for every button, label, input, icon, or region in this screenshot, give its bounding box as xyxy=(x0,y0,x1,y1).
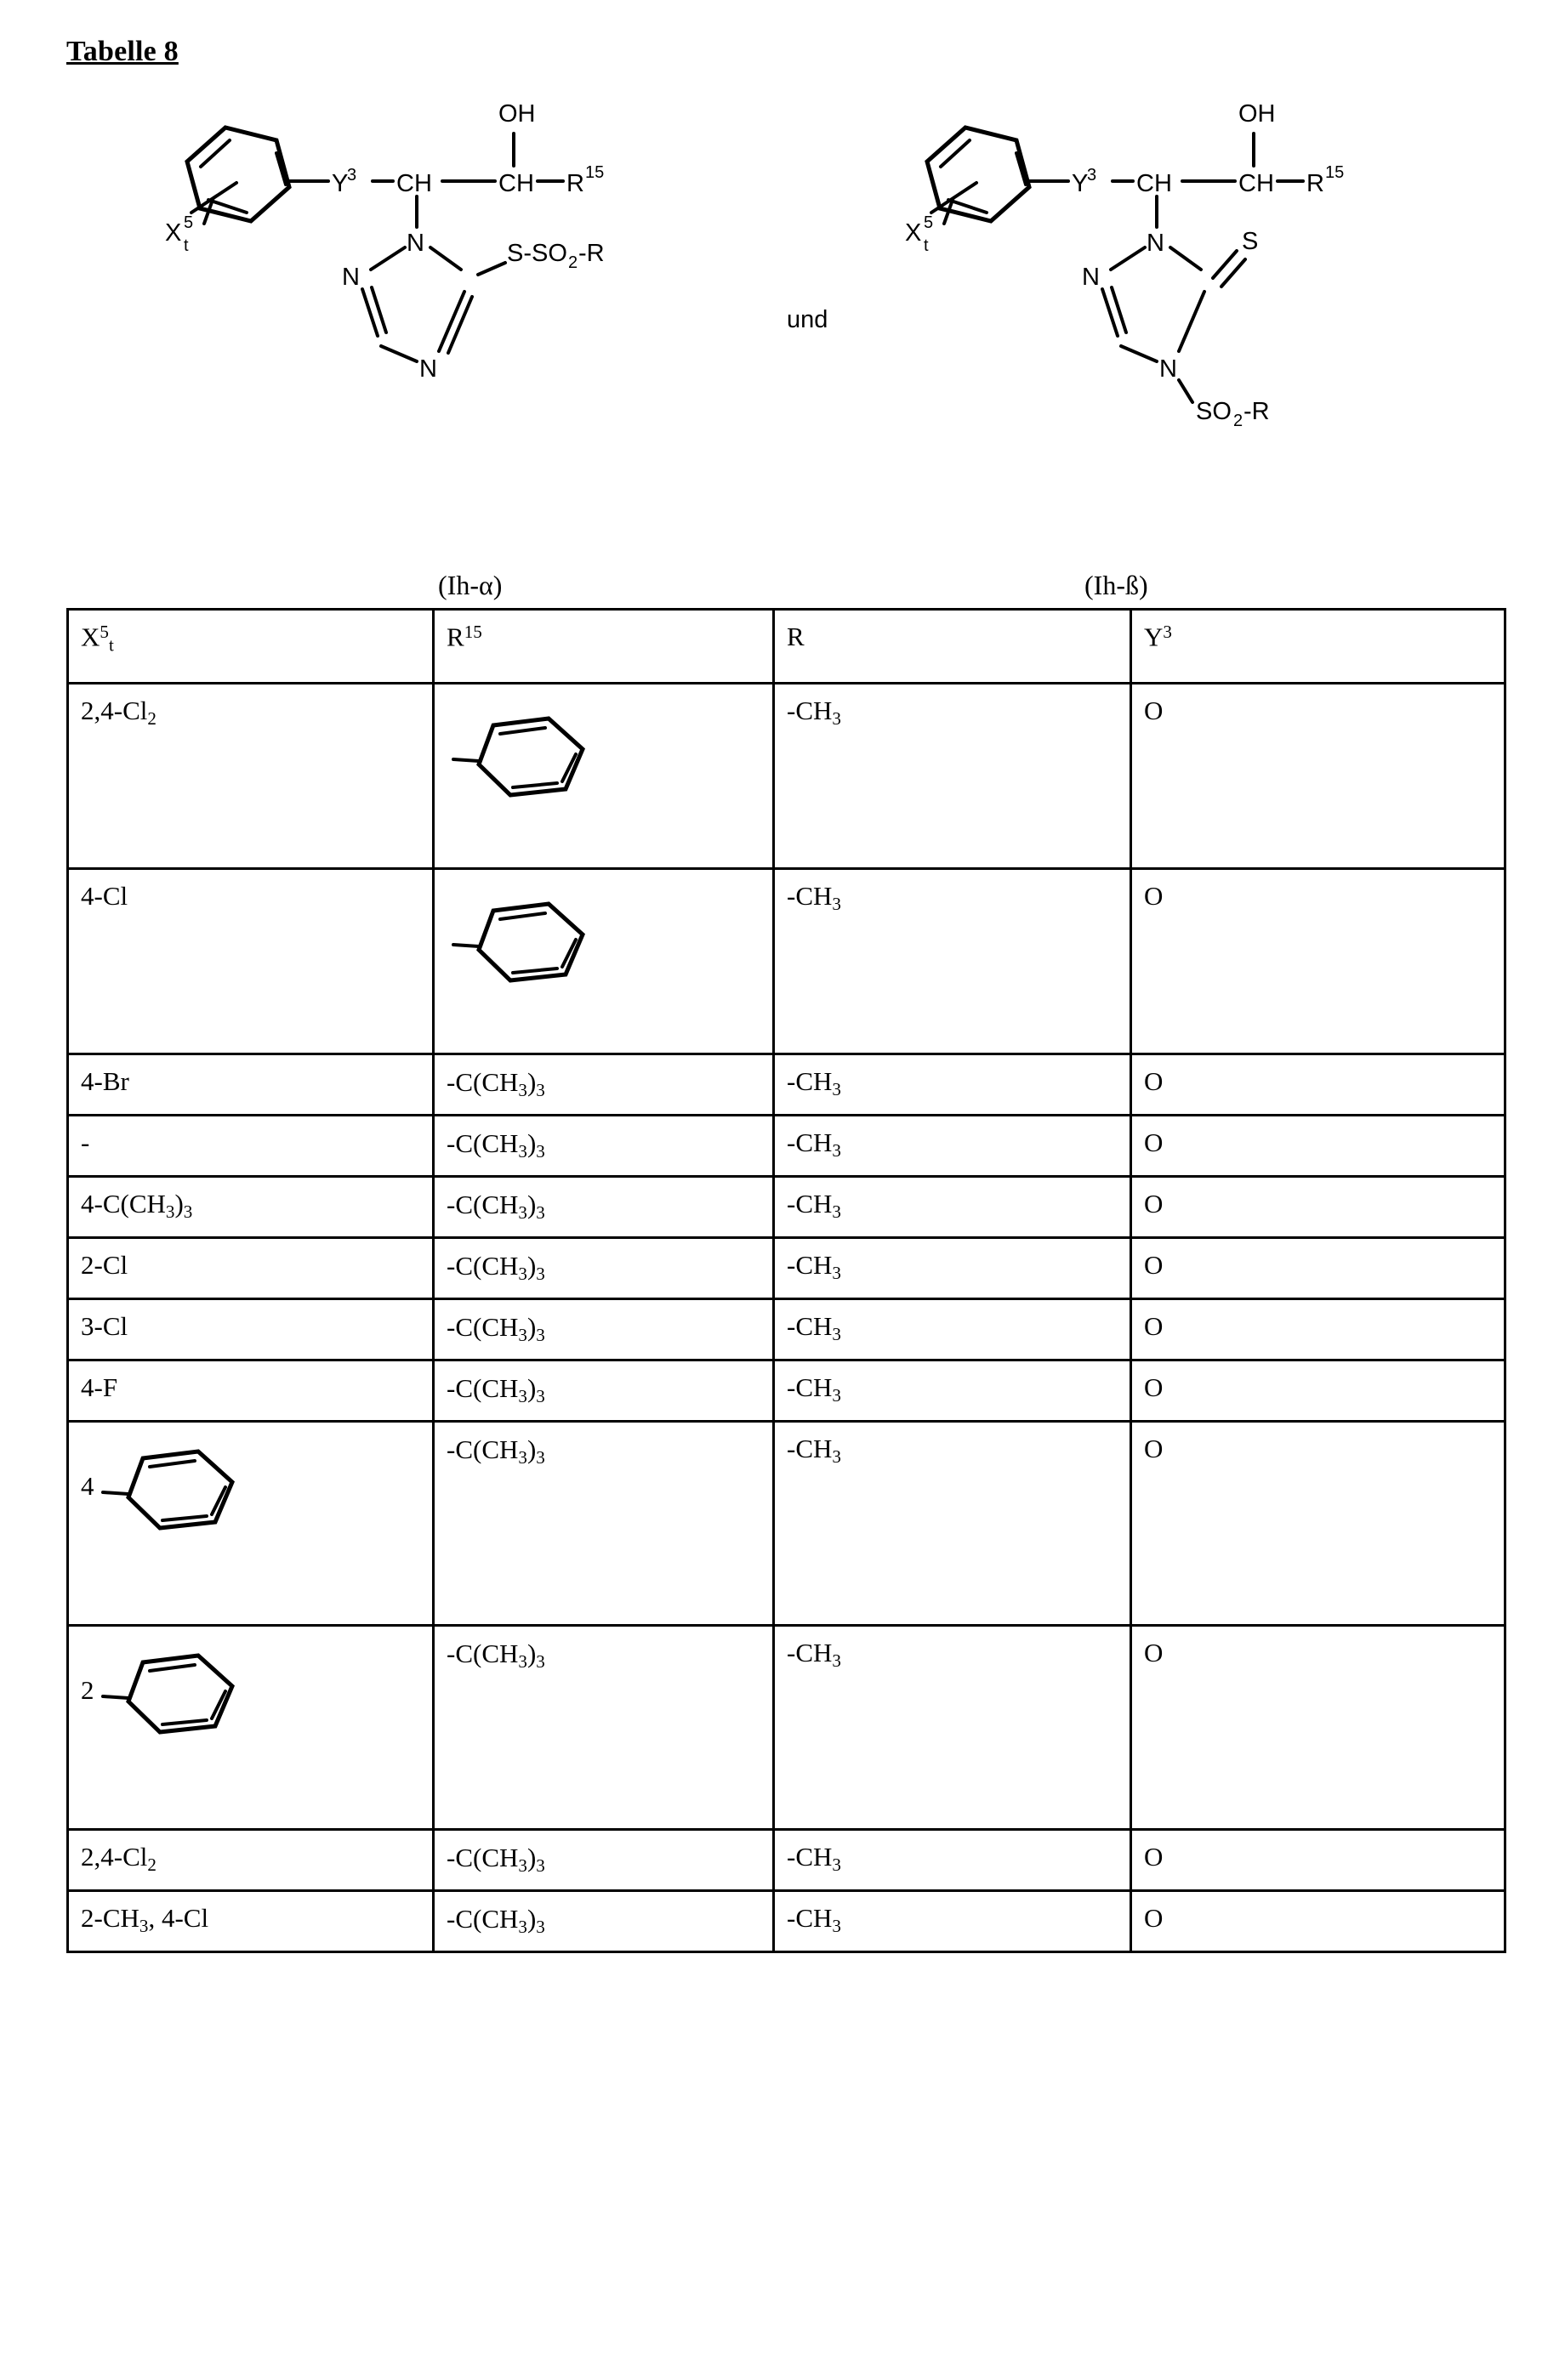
table-row xyxy=(68,1422,1505,1626)
cell-value: $-CH_3$ xyxy=(787,1903,841,1936)
cell-r15 xyxy=(434,684,774,869)
cell-value: $-CH_3$ xyxy=(787,1189,841,1222)
svg-text:5: 5 xyxy=(184,213,194,232)
cell-value: O xyxy=(1144,1066,1164,1096)
cell-value: $-C(CH_3)_3$ xyxy=(447,1843,545,1876)
ring-position-label: 4 xyxy=(81,1471,94,1501)
table-row xyxy=(68,869,1505,1054)
cell-r xyxy=(774,684,1131,869)
label-x5: X xyxy=(165,219,182,247)
svg-text:2: 2 xyxy=(1233,412,1243,430)
cell-r xyxy=(774,1626,1131,1830)
cell-y3 xyxy=(1131,1830,1505,1891)
cell-value: 3-Cl xyxy=(81,1311,128,1341)
cell-x5t xyxy=(68,1830,434,1891)
table-row xyxy=(68,1830,1505,1891)
cell-x5t xyxy=(68,1422,434,1626)
cell-y3 xyxy=(1131,1299,1505,1360)
svg-text:15: 15 xyxy=(585,163,605,182)
cell-value: $2-CH_3$, 4-Cl xyxy=(81,1903,209,1936)
cell-value: 4-F xyxy=(81,1372,118,1402)
cell-value: $-C(CH_3)_3$ xyxy=(447,1128,545,1162)
label-ch-2: CH xyxy=(1238,170,1274,197)
cell-value: O xyxy=(1144,881,1164,911)
cell-r15 xyxy=(434,1177,774,1238)
cell-r xyxy=(774,869,1131,1054)
table-row xyxy=(68,1116,1505,1177)
structure-ih-alpha xyxy=(162,81,757,438)
label-so2-r: SO xyxy=(1196,398,1232,425)
cell-y3 xyxy=(1131,869,1505,1054)
cell-y3 xyxy=(1131,1177,1505,1238)
cell-value: $-C(CH_3)_3$ xyxy=(447,1312,545,1345)
cell-value: $-C(CH_3)_3$ xyxy=(447,1373,545,1406)
cell-y3 xyxy=(1131,1422,1505,1626)
page-title: Tabelle 8 xyxy=(66,36,179,67)
cell-value: $-CH_3$ xyxy=(787,881,841,914)
cell-x5t xyxy=(68,1891,434,1952)
cell-value: $-CH_3$ xyxy=(787,1842,841,1875)
cell-value: O xyxy=(1144,1311,1164,1341)
structure-ih-alpha-svg xyxy=(162,81,757,438)
label-ch-1: CH xyxy=(396,170,432,197)
cell-y3 xyxy=(1131,1891,1505,1952)
cell-r xyxy=(774,1891,1131,1952)
table-header-row xyxy=(68,610,1505,684)
cell-y3 xyxy=(1131,1054,1505,1116)
phenyl-ring-icon xyxy=(96,1433,266,1543)
cell-value: $-CH_3$ xyxy=(787,1250,841,1283)
cell-x5t xyxy=(68,1116,434,1177)
label-n1: N xyxy=(407,230,424,257)
cell-r xyxy=(774,1177,1131,1238)
cell-value: O xyxy=(1144,1128,1164,1157)
cell-value: $2,4-Cl_2$ xyxy=(81,1842,156,1875)
data-table xyxy=(66,608,1506,1953)
label-r15: R xyxy=(1306,170,1324,197)
cell-value: $-C(CH_3)_3$ xyxy=(447,1067,545,1100)
label-r15: R xyxy=(566,170,584,197)
cell-value: $-CH_3$ xyxy=(787,1638,841,1671)
svg-text:t: t xyxy=(924,236,929,255)
structure-ih-beta-svg xyxy=(902,81,1497,438)
cell-r xyxy=(774,1238,1131,1299)
cell-r15 xyxy=(434,1054,774,1116)
cell-x5t xyxy=(68,1177,434,1238)
cell-x5t xyxy=(68,1299,434,1360)
cell-value: $-CH_3$ xyxy=(787,1066,841,1099)
cell-value: $-CH_3$ xyxy=(787,1372,841,1406)
cell-value: $-C(CH_3)_3$ xyxy=(447,1639,545,1672)
label-s-so2-r: S-SO xyxy=(507,240,567,267)
cell-value: $-CH_3$ xyxy=(787,696,841,729)
cell-value: O xyxy=(1144,1372,1164,1402)
cell-value: O xyxy=(1144,1638,1164,1667)
cell-r xyxy=(774,1054,1131,1116)
data-table-wrapper xyxy=(66,608,1504,1953)
svg-text:3: 3 xyxy=(347,166,357,185)
cell-r xyxy=(774,1422,1131,1626)
cell-r xyxy=(774,1299,1131,1360)
cell-x5t xyxy=(68,1054,434,1116)
column-header-r: R xyxy=(774,610,1131,684)
cell-value: 4-Br xyxy=(81,1066,129,1096)
label-oh: OH xyxy=(498,100,536,128)
svg-text:5: 5 xyxy=(924,213,934,232)
cell-value: - xyxy=(81,1128,90,1157)
cell-value: O xyxy=(1144,696,1164,725)
structure-diagrams xyxy=(0,81,1565,600)
cell-r15 xyxy=(434,1891,774,1952)
cell-y3 xyxy=(1131,1626,1505,1830)
label-n2: N xyxy=(1082,264,1100,291)
phenyl-ring-icon xyxy=(447,885,617,996)
cell-value: O xyxy=(1144,1903,1164,1933)
phenyl-ring-icon xyxy=(96,1637,266,1747)
column-header-x5t: $X^5_t$ xyxy=(68,610,434,684)
label-n1: N xyxy=(1147,230,1164,257)
cell-x5t xyxy=(68,1360,434,1422)
cell-value: $4-C(CH_3)_3$ xyxy=(81,1189,193,1222)
phenyl-ring-icon xyxy=(447,700,617,810)
label-ch-2: CH xyxy=(498,170,534,197)
cell-x5t xyxy=(68,1626,434,1830)
cell-r15 xyxy=(434,1238,774,1299)
table-row xyxy=(68,684,1505,869)
svg-text:-R: -R xyxy=(578,240,605,267)
cell-r15 xyxy=(434,1116,774,1177)
conjunction-und: und xyxy=(787,306,828,333)
cell-value: $-CH_3$ xyxy=(787,1311,841,1344)
table-row xyxy=(68,1891,1505,1952)
cell-value: 2-Cl xyxy=(81,1250,128,1280)
cell-r xyxy=(774,1116,1131,1177)
cell-y3 xyxy=(1131,684,1505,869)
label-y3: Y xyxy=(332,170,349,197)
structure-ih-beta xyxy=(902,81,1497,438)
cell-value: $-C(CH_3)_3$ xyxy=(447,1251,545,1284)
table-row xyxy=(68,1177,1505,1238)
label-n3: N xyxy=(419,355,437,383)
cell-value: $-C(CH_3)_3$ xyxy=(447,1190,545,1223)
column-header-r15: $R^{15}$ xyxy=(434,610,774,684)
svg-text:15: 15 xyxy=(1325,163,1345,182)
label-s: S xyxy=(1242,228,1259,255)
label-y3: Y xyxy=(1072,170,1089,197)
cell-r15 xyxy=(434,1830,774,1891)
cell-value: $-CH_3$ xyxy=(787,1434,841,1467)
cell-r15 xyxy=(434,1299,774,1360)
svg-text:-R: -R xyxy=(1243,398,1270,425)
table-row xyxy=(68,1626,1505,1830)
svg-text:2: 2 xyxy=(568,253,578,272)
cell-x5t xyxy=(68,684,434,869)
table-header xyxy=(68,610,1505,684)
label-x5: X xyxy=(905,219,922,247)
cell-x5t xyxy=(68,869,434,1054)
label-n2: N xyxy=(342,264,360,291)
cell-r15 xyxy=(434,1360,774,1422)
cell-value: O xyxy=(1144,1842,1164,1872)
caption-ih-beta: (Ih-ß) xyxy=(1084,570,1148,600)
cell-r xyxy=(774,1830,1131,1891)
cell-value: O xyxy=(1144,1250,1164,1280)
cell-value: O xyxy=(1144,1434,1164,1463)
cell-value: 4-Cl xyxy=(81,881,128,911)
cell-x5t xyxy=(68,1238,434,1299)
svg-text:t: t xyxy=(184,236,189,255)
column-header-y3: $Y^3$ xyxy=(1131,610,1505,684)
caption-ih-alpha: (Ih-α) xyxy=(438,570,503,600)
cell-y3 xyxy=(1131,1238,1505,1299)
cell-r15 xyxy=(434,869,774,1054)
table-row xyxy=(68,1299,1505,1360)
table-row xyxy=(68,1360,1505,1422)
cell-value: $-C(CH_3)_3$ xyxy=(447,1904,545,1937)
label-oh: OH xyxy=(1238,100,1276,128)
table-row xyxy=(68,1054,1505,1116)
cell-value: O xyxy=(1144,1189,1164,1218)
label-n3: N xyxy=(1159,355,1177,383)
cell-y3 xyxy=(1131,1116,1505,1177)
cell-y3 xyxy=(1131,1360,1505,1422)
ring-position-label: 2 xyxy=(81,1675,94,1705)
cell-value: $-CH_3$ xyxy=(787,1128,841,1161)
cell-value: $2,4-Cl_2$ xyxy=(81,696,156,729)
cell-r xyxy=(774,1360,1131,1422)
label-ch-1: CH xyxy=(1136,170,1172,197)
svg-text:3: 3 xyxy=(1087,166,1097,185)
table-row xyxy=(68,1238,1505,1299)
cell-r15 xyxy=(434,1626,774,1830)
cell-r15 xyxy=(434,1422,774,1626)
table-body xyxy=(68,684,1505,1952)
cell-value: $-C(CH_3)_3$ xyxy=(447,1434,545,1468)
